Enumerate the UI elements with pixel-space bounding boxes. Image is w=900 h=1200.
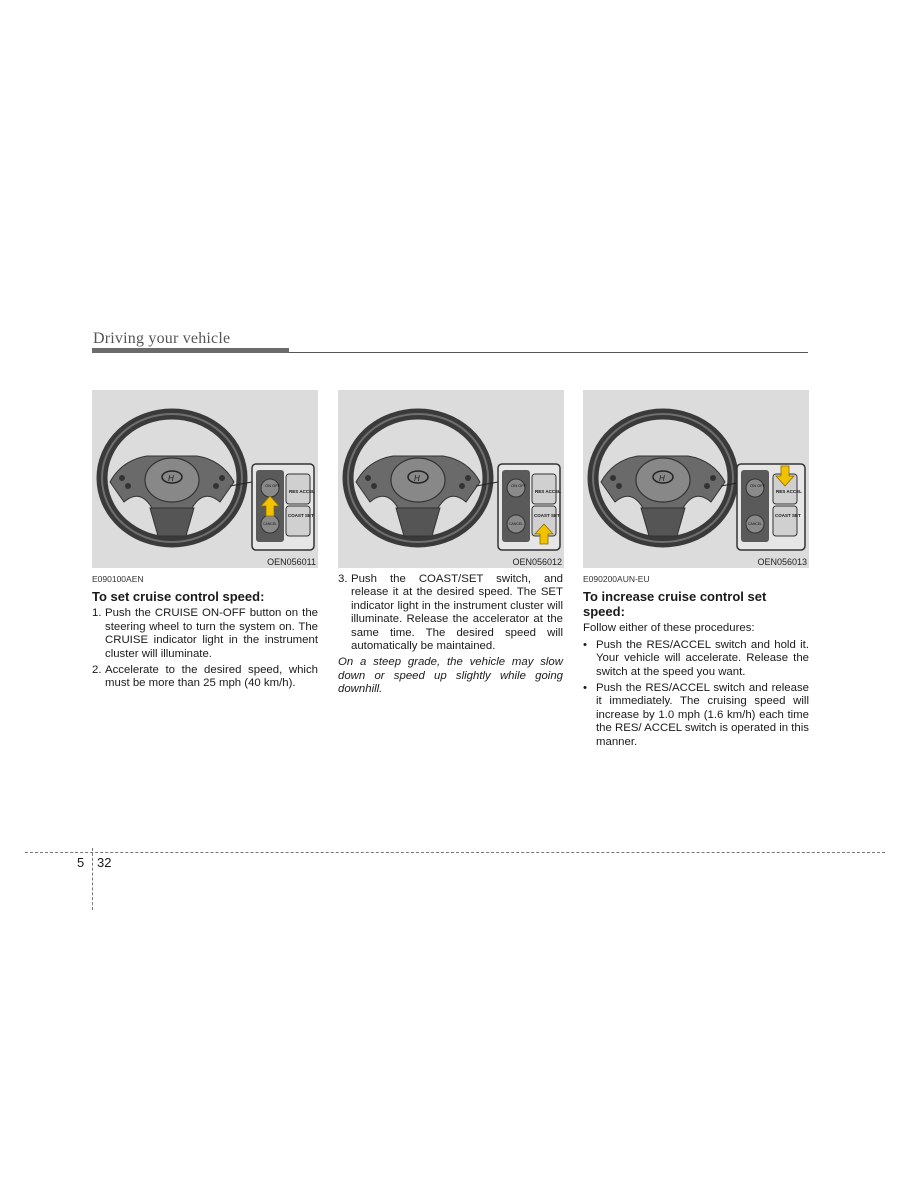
header-rule-thin (289, 352, 808, 353)
reference-code: E090200AUN-EU (583, 574, 650, 584)
svg-text:RES ACCEL: RES ACCEL (776, 489, 802, 494)
chapter-number: 5 (77, 855, 85, 870)
svg-text:H: H (414, 474, 420, 483)
steering-wheel-figure-1 (92, 390, 318, 568)
step-number: 3. (338, 573, 348, 585)
page-number: 32 (97, 855, 112, 870)
svg-text:COAST SET: COAST SET (288, 513, 314, 518)
bullet-text: Push the RES/ACCEL switch and release it immediately. The cruising speed will increase by 1.0 mph (1.6 km/h) each time the RES/ ACCEL switch is operated in this manner. (596, 682, 809, 748)
column-set-speed (92, 573, 318, 694)
svg-text:RES ACCEL: RES ACCEL (535, 489, 561, 494)
steering-wheel-icon (348, 414, 498, 542)
list-item (338, 573, 563, 653)
cruise-switch-inset (252, 464, 315, 550)
svg-text:CANCEL: CANCEL (748, 522, 763, 526)
section-title: To set cruise control speed: (92, 589, 265, 605)
list-item (583, 639, 809, 679)
footer-vertical-divider (92, 848, 93, 910)
svg-text:COAST SET: COAST SET (534, 513, 560, 518)
cruise-switch-inset (498, 464, 561, 550)
svg-text:H: H (659, 474, 665, 483)
steering-wheel-icon (102, 414, 252, 542)
intro-text: Follow either of these procedures: (583, 622, 755, 635)
header-rule-thick (92, 348, 289, 353)
figure-code: OEN056012 (512, 557, 562, 567)
section-header-title: Driving your vehicle (93, 330, 231, 347)
figure-code: OEN056013 (757, 557, 807, 567)
bullet-text: Push the RES/ACCEL switch and hold it. Your vehicle will accelerate. Release the switch at the speed you want. (596, 638, 809, 678)
cruise-switch-inset (737, 464, 805, 550)
svg-text:RES ACCEL: RES ACCEL (289, 489, 315, 494)
footer-divider (25, 852, 885, 853)
bullet-icon: • (583, 682, 587, 695)
steering-wheel-figure-2 (338, 390, 564, 568)
step-number: 1. (92, 607, 102, 620)
svg-text:COAST SET: COAST SET (775, 513, 801, 518)
column-increase-speed (583, 573, 809, 752)
list-item (583, 682, 809, 749)
step-text: Push the COAST/SET switch, and release it at the desired speed. The SET indicator light in the instrument cluster will illuminate. Release the accelerator at the same time. The desired speed will automatically be maintained. (351, 573, 563, 653)
procedure-list (583, 639, 809, 749)
svg-text:ON OFF: ON OFF (511, 483, 527, 488)
steps-list (92, 607, 318, 690)
steering-wheel-figure-3 (583, 390, 809, 568)
steering-wheel-icon (593, 414, 743, 542)
step-number: 2. (92, 664, 102, 677)
column-set-speed-continued (338, 573, 563, 700)
svg-text:CANCEL: CANCEL (263, 522, 278, 526)
step-text: Push the CRUISE ON-OFF button on the steering wheel to turn the system on. The CRUISE indicator light in the instrument cluster will illuminate. (105, 607, 318, 660)
figure-code: OEN056011 (267, 557, 316, 567)
list-item (92, 664, 318, 691)
svg-text:H: H (168, 474, 174, 483)
section-title: To increase cruise control set speed: (583, 589, 767, 620)
svg-text:ON OFF: ON OFF (265, 483, 281, 488)
steep-grade-note: On a steep grade, the vehicle may slow down or speed up slightly while going downhill. (338, 656, 563, 696)
step-text: Accelerate to the desired speed, which must be more than 25 mph (40 km/h). (105, 664, 318, 690)
reference-code: E090100AEN (92, 574, 144, 584)
svg-text:CANCEL: CANCEL (509, 522, 524, 526)
svg-text:ON OFF: ON OFF (750, 483, 766, 488)
steps-list (338, 573, 563, 653)
bullet-icon: • (583, 638, 587, 651)
list-item (92, 607, 318, 661)
